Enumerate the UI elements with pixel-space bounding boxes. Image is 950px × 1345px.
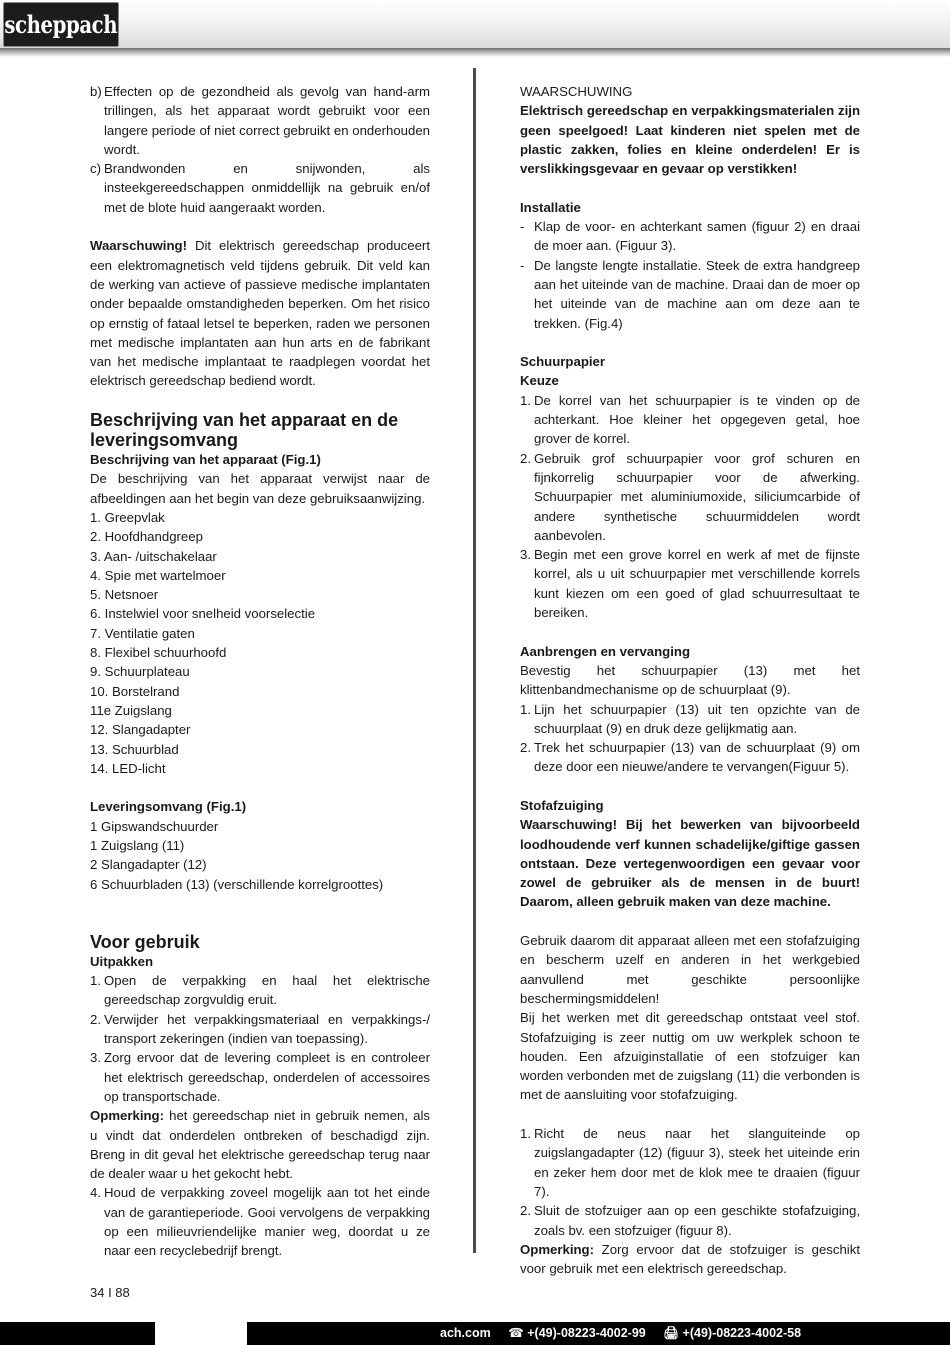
footer-contact	[440, 1324, 815, 1343]
list-item: 2. Sluit de stofzuiger aan op een geschikte stofafzuiging, zoals bv. een stofzuiger (figuur 8).	[520, 1203, 860, 1238]
list-item: c) Brandwonden en snijwonden, als insteekgereedschappen onmiddellijk na gebruik en/of met de blote huid aangeraakt worden.	[90, 161, 430, 215]
unpack-note: Opmerking: het gereedschap niet in gebruik nemen, als u vindt dat onderdelen ontbreken of beschadigd zijn. Breng in dit geval het elektrische gereedschap terug naar de dealer waar u het gekocht hebt.	[90, 1108, 430, 1182]
warning-title: WAARSCHUWING	[520, 84, 633, 99]
list-item: 1. Lijn het schuurpapier (13) uit ten opzichte van de schuurplaat (9) en druk deze gelijkmatig aan.	[520, 701, 860, 736]
dust-note: Opmerking: Zorg ervoor dat de stofzuiger is geschikt voor gebruik met een elektrisch gereedschap.	[520, 1241, 860, 1277]
list-item: 2. Hoofdhandgreep	[90, 529, 203, 545]
installation-heading: Installatie	[520, 199, 581, 215]
header-bar	[0, 0, 950, 48]
scope-list	[90, 817, 430, 894]
before-use-heading: Voor gebruik	[90, 931, 200, 952]
unpack-steps	[90, 971, 430, 1106]
list-item: 9. Schuurplateau	[90, 664, 190, 680]
list-item: 2 Slangadapter (12)	[90, 857, 207, 873]
installation-steps	[520, 217, 860, 333]
list-item: 10. Borstelrand	[90, 683, 180, 699]
list-item: 13. Schuurblad	[90, 741, 179, 757]
list-item: 3. Aan- /uitschakelaar	[90, 548, 217, 564]
list-item: 4. Spie met wartelmoer	[90, 567, 226, 583]
list-item: 7. Ventilatie gaten	[90, 625, 195, 641]
replace-heading: Aanbrengen en vervanging	[520, 643, 691, 659]
dust-heading: Stofafzuiging	[520, 797, 604, 813]
dust-steps	[520, 1124, 860, 1240]
unpack-steps-continued	[90, 1183, 430, 1260]
list-item: 1. Open de verpakking en haal het elektrische gereedschap zorgvuldig eruit.	[90, 973, 430, 1008]
replace-steps	[520, 700, 860, 777]
list-item: 2. Trek het schuurpapier (13) van de schuurplaat (9) om deze door een nieuwe/andere te vervangen(Figuur 5).	[520, 740, 860, 775]
footer-gap	[155, 1322, 247, 1345]
list-item: 1. Greepvlak	[90, 509, 165, 525]
list-item: 8. Flexibel schuurhoofd	[90, 645, 227, 661]
description-text: De beschrijving van het apparaat verwijst naar de afbeeldingen aan het begin van deze gebruiksaanwijzing.	[90, 471, 430, 506]
parts-list	[90, 508, 430, 778]
list-item: 11e Zuigslang	[90, 702, 172, 718]
phone-number: ☎ +(49)-08223-4002-99	[508, 1326, 646, 1340]
note-label: Opmerking:	[520, 1241, 595, 1257]
list-item: 4. Houd de verpakking zoveel mogelijk aan tot het einde van de garantieperiode. Gooi vervolgens de verpakking op een milieuvriendelijke manier weg, doordat u ze naar een recyclebedrijf brengt.	[90, 1185, 430, 1259]
list-item: 12. Slangadapter	[90, 722, 191, 738]
dust-warning: Waarschuwing! Bij het bewerken van bijvoorbeeld loodhoudende verf kunnen schadelijke/giftige gassen ontstaan. Deze vertegenwoordigen een gevaar voor zowel de gebruiker als de mensen in de buurt! Daarom, alleen gebruik maken van deze machine.	[520, 817, 860, 910]
column-divider	[473, 68, 476, 1253]
list-item: - Klap de voor- en achterkant samen (figuur 2) en draai de moer aan. (Figuur 3).	[520, 219, 860, 254]
unpack-heading: Uitpakken	[90, 953, 154, 969]
dust-text-2: Bij het werken met dit gereedschap ontstaat veel stof. Stofafzuiging is zeer nuttig om uw werkplek schoon te houden. Een afzuiginstallatie of een stofzuiger kan worden verbonden met de zuigslang (11) die verbonden is met de aansluiting voor stofafzuiging.	[520, 1010, 860, 1103]
list-item: - De langste lengte installatie. Steek de extra handgreep aan het uiteinde van de machine. Draai dan de moer op het uiteinde van de machine aan om deze aan te trekken. (Fig.4)	[520, 257, 860, 331]
emf-warning-paragraph: Waarschuwing! Dit elektrisch gereedschap produceert een elektromagnetisch veld tijdens gebruik. Dit veld kan de werking van actieve of passieve medische implantaten onder bepaalde omstandigheden beperken. Om het risico op ernstig of fataal letsel te beperken, raden we personen met medische implantaten aan hun arts en de fabrikant van het medische implantaat te raadplegen voordat het elektrisch gereedschap bediend wordt.	[90, 238, 430, 389]
list-item: 1 Zuigslang (11)	[90, 837, 185, 853]
list-item: 3. Begin met een grove korrel en werk af met de fijnste korrel, als u uit schuurpapier met verschillende korrels kunt kiezen om een goed of glad schuurresultaat te bereiken.	[520, 547, 860, 621]
list-item: 5. Netsnoer	[90, 587, 159, 603]
scope-heading: Leveringsomvang (Fig.1)	[90, 799, 247, 815]
brand-logo-text: scheppach	[4, 9, 118, 39]
list-item: 2. Verwijder het verpakkingsmateriaal en verpakkings-/ transport zekeringen (indien van toepassing).	[90, 1011, 430, 1047]
choice-steps	[520, 391, 860, 623]
note-label: Opmerking:	[90, 1108, 165, 1124]
list-item: 6. Instelwiel voor snelheid voorselectie	[90, 606, 316, 622]
fax-number: 🖨 +(49)-08223-4002-58	[663, 1326, 802, 1340]
description-heading: Beschrijving van het apparaat en de leveringsomvang	[90, 410, 399, 451]
list-item: 2. Gebruik grof schuurpapier voor grof schuren en fijnkorrelig schuurpapier voor de afwerking. Schuurpapier met aluminiumoxide, siliciumcarbide of andere synthetische schuurmiddelen wordt aanbevolen.	[520, 450, 860, 543]
page-number: 34 I 88	[90, 1285, 130, 1300]
description-subheading: Beschrijving van het apparaat (Fig.1)	[90, 452, 321, 468]
website-link[interactable]: ach.com	[440, 1326, 491, 1340]
list-item: 1 Gipswandschuurder	[90, 818, 219, 834]
list-item: 3. Zorg ervoor dat de levering compleet is en controleer het elektrisch gereedschap, onderdelen of accessoires op transportschade.	[90, 1050, 430, 1104]
dust-text-1: Gebruik daarom dit apparaat alleen met een stofafzuiging en bescherm uzelf en anderen in het werkgebied aanvullend met geschikte persoonlijke beschermingsmiddelen!	[520, 933, 860, 1006]
list-item: b) Effecten op de gezondheid als gevolg van hand-arm trillingen, als het apparaat wordt gebruikt voor een langere periode of niet correct gebruikt en onderhouden wordt.	[90, 84, 430, 157]
brand-logo	[3, 2, 119, 47]
list-item: 6 Schuurbladen (13) (verschillende korrelgroottes)	[90, 876, 384, 892]
warning-label: Waarschuwing!	[90, 238, 187, 254]
header-shadow	[0, 48, 950, 57]
choice-heading: Keuze	[520, 373, 559, 389]
list-item: 14. LED-licht	[90, 760, 166, 776]
list-item: 1. Richt de neus naar het slanguiteinde op zuigslangadapter (12) (figuur 3), steek het uiteinde erin en zeker hem door met de klok mee te draaien (figuur 7).	[520, 1126, 860, 1199]
warning-text: Elektrisch gereedschap en verpakkingsmaterialen zijn geen speelgoed! Laat kinderen niet spelen met de plastic zakken, folies en kleine onderdelen! Er is verslikkingsgevaar en gevaar op verstikken!	[520, 103, 860, 177]
sandpaper-heading: Schuurpapier	[520, 354, 606, 370]
health-effects-list	[90, 82, 430, 217]
left-column	[90, 82, 430, 1261]
footer-bar	[0, 1322, 950, 1345]
right-column	[520, 82, 860, 1278]
list-item: 1. De korrel van het schuurpapier is te vinden op de achterkant. Hoe kleiner het opgegeven getal, hoe grover de korrel.	[520, 392, 860, 447]
replace-text: Bevestig het schuurpapier (13) met het klittenbandmechanisme op de schuurplaat (9).	[520, 662, 860, 698]
